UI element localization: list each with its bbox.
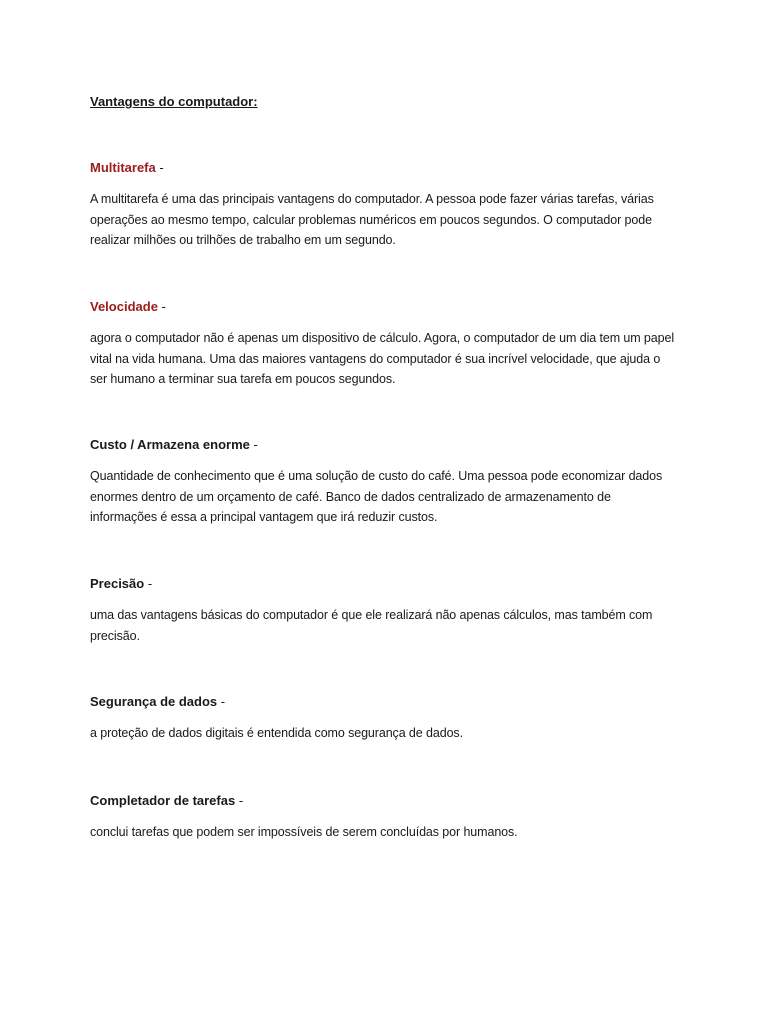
section-heading-dash: - xyxy=(235,793,244,808)
section-heading xyxy=(90,435,680,455)
section-heading-label: Precisão xyxy=(90,576,145,591)
section-heading-dash: - xyxy=(157,299,166,314)
section-completador-tarefas xyxy=(90,791,680,843)
document-title: Vantagens do computador: xyxy=(90,94,258,109)
section-heading-dash: - xyxy=(144,576,153,591)
section-body: conclui tarefas que podem ser impossíveis de serem concluídas por humanos. xyxy=(90,825,518,839)
section-body: A multitarefa é uma das principais vantagens do computador. A pessoa pode fazer várias tarefas, várias operações ao mesmo tempo, calcular problemas numéricos em poucos segundos. O computador pode realizar milhões ou trilhões de trabalho em um segundo. xyxy=(90,192,654,247)
section-velocidade xyxy=(90,297,680,390)
section-heading-label: Completador de tarefas xyxy=(90,793,236,808)
section-heading xyxy=(90,791,680,811)
section-body: a proteção de dados digitais é entendida como segurança de dados. xyxy=(90,726,463,740)
section-heading-dash: - xyxy=(155,160,164,175)
section-heading-label: Velocidade xyxy=(90,299,158,314)
section-heading-label: Segurança de dados xyxy=(90,694,218,709)
section-heading xyxy=(90,158,680,178)
section-heading-label: Custo / Armazena enorme xyxy=(90,437,250,452)
section-body: Quantidade de conhecimento que é uma solução de custo do café. Uma pessoa pode economizar dados enormes dentro de um orçamento de café. Banco de dados centralizado de armazenamento de informações é essa a principal vantagem que irá reduzir custos. xyxy=(90,469,663,524)
section-heading-dash: - xyxy=(249,437,258,452)
section-heading xyxy=(90,574,680,594)
section-body: uma das vantagens básicas do computador é que ele realizará não apenas cálculos, mas também com precisão. xyxy=(90,608,653,643)
section-precisao xyxy=(90,574,680,646)
section-seguranca-dados xyxy=(90,692,680,744)
section-heading xyxy=(90,297,680,317)
section-heading-label: Multitarefa xyxy=(90,160,156,175)
section-body: agora o computador não é apenas um dispositivo de cálculo. Agora, o computador de um dia tem um papel vital na vida humana. Uma das maiores vantagens do computador é sua incrível velocidade, que ajuda o ser humano a terminar sua tarefa em poucos segundos. xyxy=(90,331,675,386)
section-custo-armazena xyxy=(90,435,680,528)
section-heading xyxy=(90,692,680,712)
section-multitarefa xyxy=(90,158,680,251)
section-heading-dash: - xyxy=(217,694,226,709)
